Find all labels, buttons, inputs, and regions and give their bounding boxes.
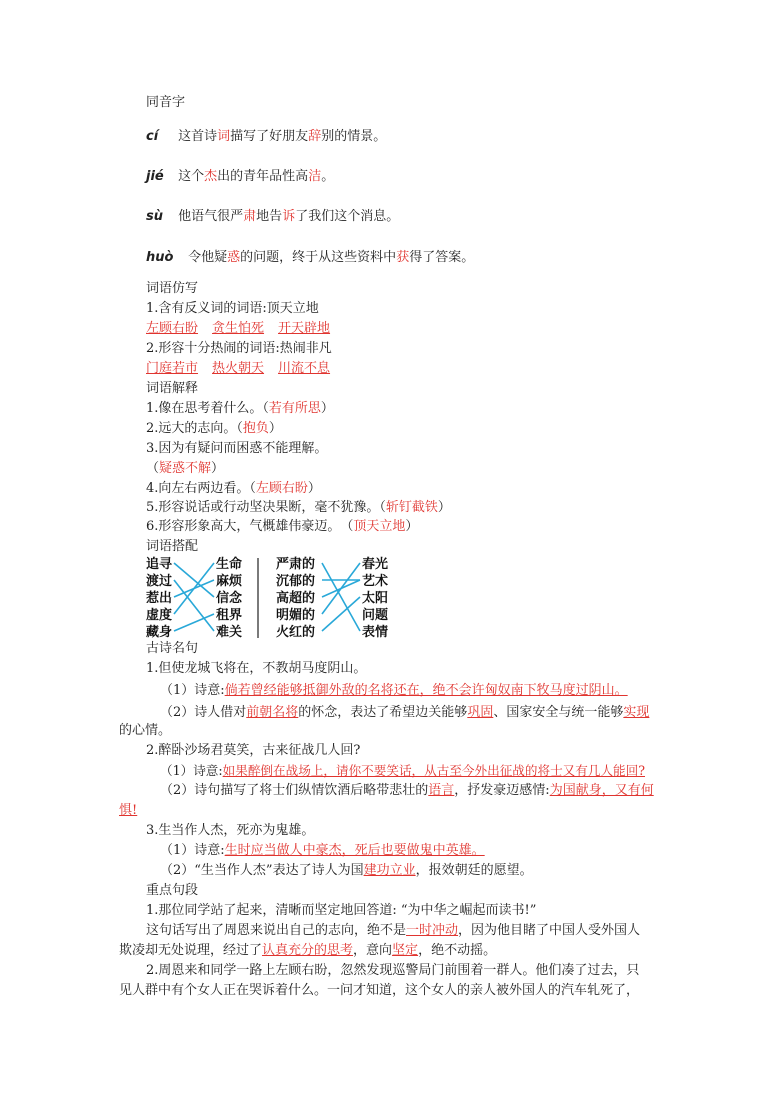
passage-line: 见人群中有个女人正在哭诉着什么。一问才知道，这个女人的亲人被外国人的汽车轧死了， (119, 983, 640, 998)
match-word: 表情 (362, 625, 389, 640)
poem-meaning: （1）诗意:生时应当做人中豪杰，死后也要做鬼中英雄。 (160, 843, 485, 858)
match-word: 藏身 (146, 625, 173, 640)
pinyin: jié (146, 169, 164, 184)
match-word: 火红的 (276, 625, 316, 640)
highlight-char: 洁 (308, 169, 322, 184)
homophone-row: huò 令他疑惑的问题，终于从这些资料中获得了答案。 (146, 250, 475, 265)
poem-analysis-cont: 的心情。 (119, 723, 172, 738)
answer: 左顾右盼 (255, 481, 308, 496)
highlight-char: 惑 (227, 250, 241, 265)
match-word: 艺术 (362, 574, 389, 589)
pinyin: cí (146, 129, 159, 144)
matching-diagram (146, 556, 396, 640)
explain-item: （疑惑不解） (146, 461, 225, 476)
match-line (322, 563, 360, 631)
match-line (322, 563, 360, 614)
answer: 开天辟地 (278, 321, 331, 336)
explain-item: 4.向左右两边看。（左顾右盼） (146, 481, 321, 496)
highlight-char: 肃 (243, 209, 257, 224)
passages-title: 重点句段 (146, 883, 199, 898)
match-word: 问题 (362, 608, 389, 623)
imitation-item-1: 1.含有反义词的词语:顶天立地 (146, 301, 319, 316)
poem-line: 1.但使龙城飞将在，不教胡马度阴山。 (146, 661, 367, 676)
answer: 如果醉倒在战场上，请你不要笑话，从古至今外出征战的将士又有几人能回? (222, 763, 645, 778)
match-word: 惹出 (146, 591, 173, 606)
imitation-title: 词语仿写 (146, 281, 199, 296)
poem-line: 3.生当作人杰，死亦为鬼雄。 (146, 823, 315, 838)
homophone-row: sù 他语气很严肃地告诉了我们这个消息。 (146, 209, 400, 224)
passage-line: 欺凌却无处说理，经过了认真充分的思考，意向坚定，绝不动摇。 (119, 943, 497, 958)
explain-title: 词语解释 (146, 381, 199, 396)
match-word: 沉郁的 (276, 574, 316, 589)
answer: 疑惑不解 (159, 461, 212, 476)
passage-line: 这句话写出了周恩来说出自己的志向，绝不是一时冲动，因为他目睹了中国人受外国人 (146, 923, 641, 938)
answer: 门庭若市 (146, 361, 199, 376)
pinyin: sù (146, 209, 163, 224)
homophone-row: jié 这个杰出的青年品性高洁。 (146, 169, 335, 184)
matching-title: 词语搭配 (146, 539, 199, 554)
explain-item: 1.像在思考着什么。（若有所思） (146, 401, 334, 416)
answer: 若有所思 (268, 401, 321, 416)
explain-item: 6.形容形象高大，气概雄伟豪迈。 （顶天立地） (146, 519, 419, 534)
explain-item: 5.形容说话或行动坚决果断，毫不犹豫。（斩钉截铁） (146, 500, 451, 515)
poem-meaning: （1）诗意:如果醉倒在战场上，请你不要笑话，从古至今外出征战的将士又有几人能回? (160, 763, 645, 778)
poem-analysis-cont: 惧! (119, 803, 138, 818)
pinyin: huò (146, 250, 174, 265)
poem-analysis: （2）“生当作人杰”表达了诗人为国建功立业，报效朝廷的愿望。 (160, 863, 533, 878)
match-line (322, 597, 360, 631)
highlight-char: 杰 (204, 169, 218, 184)
homophones-title: 同音字 (146, 95, 186, 110)
match-line (174, 563, 214, 597)
poem-analysis: （2）诗人借对前朝名将的怀念，表达了希望边关能够巩固、国家安全与统一能够实现 (160, 705, 650, 720)
imitation-answers-2 (146, 360, 344, 378)
match-word: 信念 (216, 591, 243, 606)
highlight-char: 诉 (282, 209, 296, 224)
match-word: 春光 (362, 557, 389, 572)
match-word: 严肃的 (276, 557, 316, 572)
match-word: 麻烦 (216, 574, 243, 589)
answer: 倘若曾经能够抵御外敌的名将还在，绝不会许匈奴南下牧马度过阴山。 (224, 683, 628, 698)
highlight-char: 词 (217, 129, 231, 144)
poems-title: 古诗名句 (146, 641, 199, 656)
answer: 左顾右盼 (146, 321, 199, 336)
highlight-char: 获 (396, 250, 410, 265)
imitation-item-2: 2.形容十分热闹的词语:热闹非凡 (146, 341, 332, 356)
match-word: 租界 (216, 608, 243, 623)
explain-item: 2.远大的志向。（抱负） (146, 421, 282, 436)
match-word: 难关 (216, 625, 243, 640)
passage-line: 2.周恩来和同学一路上左顾右盼，忽然发现巡警局门前围着一群人。他们凑了过去，只 (146, 963, 640, 978)
match-word: 生命 (216, 557, 243, 572)
match-word: 明媚的 (276, 608, 316, 623)
answer: 抱负 (242, 421, 269, 436)
answer: 贪生怕死 (212, 321, 265, 336)
imitation-answers-1 (146, 320, 344, 338)
answer: 顶天立地 (353, 519, 406, 534)
match-word: 太阳 (362, 591, 389, 606)
poem-line: 2.醉卧沙场君莫笑，古来征战几人回? (146, 743, 361, 758)
answer: 热火朝天 (212, 361, 265, 376)
answer: 川流不息 (278, 361, 331, 376)
homophone-row: cí 这首诗词描写了好朋友辞别的情景。 (146, 129, 387, 144)
match-word: 高超的 (276, 591, 316, 606)
match-word: 渡过 (146, 574, 173, 589)
poem-meaning: （1）诗意:倘若曾经能够抵御外敌的名将还在，绝不会许匈奴南下牧马度过阴山。 (160, 683, 628, 698)
poem-analysis: （2）诗句描写了将士们纵情饮酒后略带悲壮的语言，抒发豪迈感情:为国献身，又有何 (160, 783, 654, 798)
passage-line: 1.那位同学站了起来，清晰而坚定地回答道: “为中华之崛起而读书!” (146, 903, 537, 918)
explain-item: 3.因为有疑问而困惑不能理解。 (146, 441, 328, 456)
highlight-char: 辞 (308, 129, 322, 144)
answer: 斩钉截铁 (385, 500, 438, 515)
answer: 生时应当做人中豪杰，死后也要做鬼中英雄。 (224, 843, 485, 858)
match-word: 追寻 (146, 557, 173, 572)
match-word: 虚度 (146, 608, 173, 623)
